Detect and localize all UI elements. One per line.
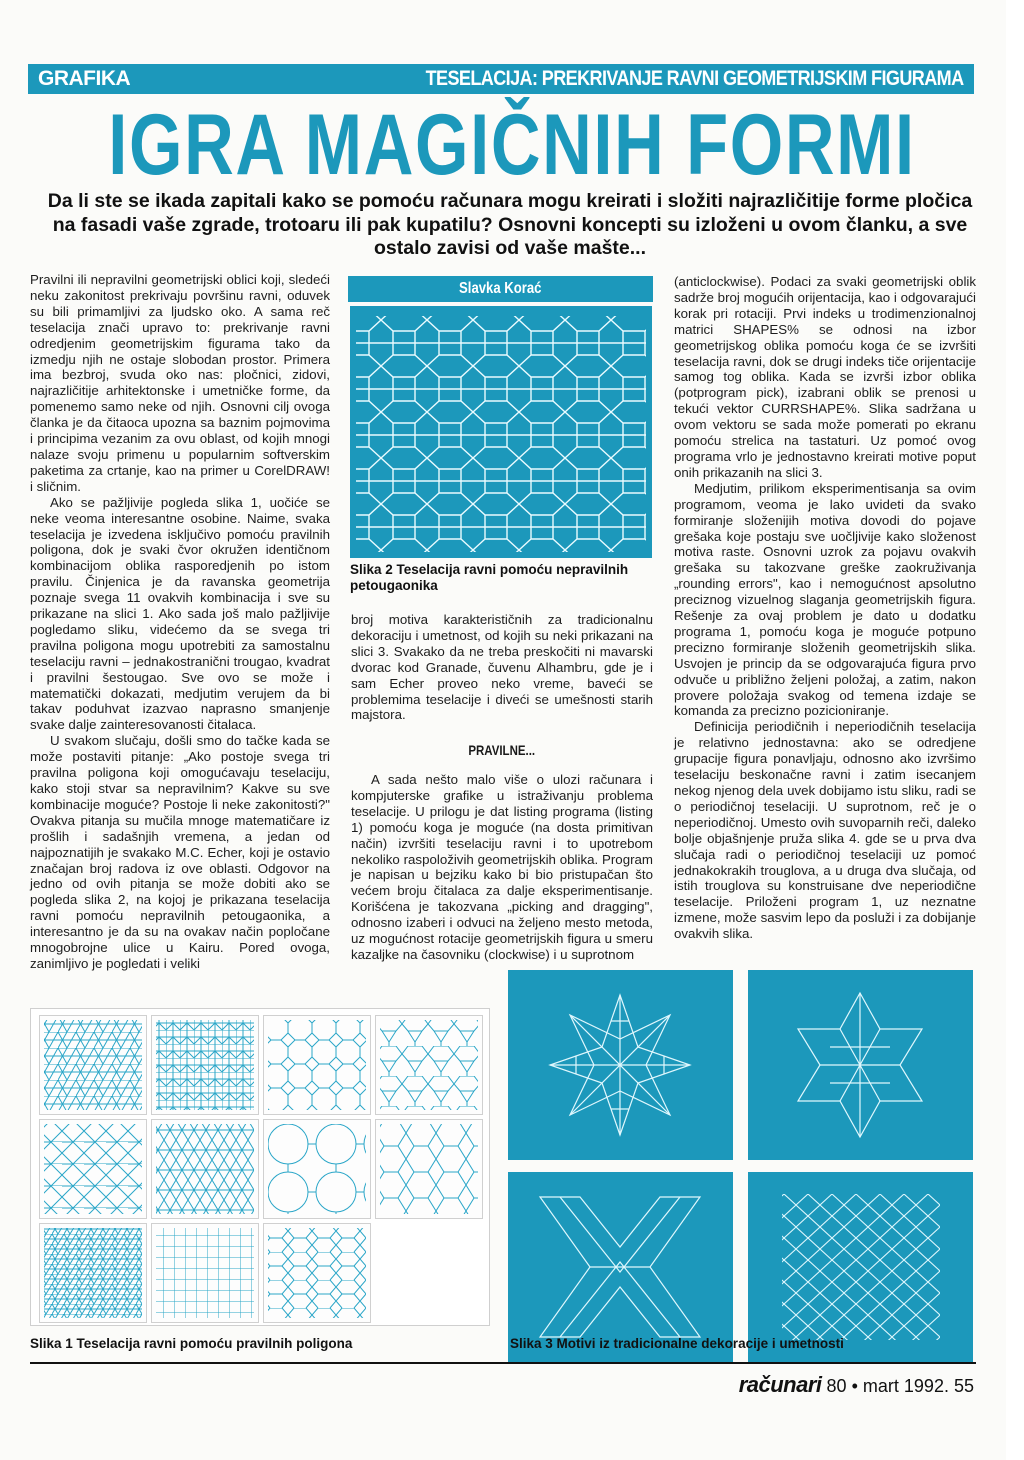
motif-star-8: [508, 970, 733, 1160]
motif-art: [508, 1172, 733, 1362]
tile-art: [264, 1016, 370, 1114]
pentagon-pattern: [350, 306, 652, 558]
tile-square-grid: [151, 1223, 259, 1323]
tile-art: [152, 1224, 258, 1322]
paragraph: Ako se pažljivije pogleda slika 1, uočiće se neke veoma interesantne osobine. Naime, svaka teselacija je izvedena isključivo pomoću pravilnih poligona, dok je svaki čvor okružen identičnom kombinacijom oblika rasporedjenih po istom pravilu. Činjenica je da ravanska geometrija poznaje svega 11 ovakvih kombinacija i sve su prikazane na slici 1. Ako sada još malo pažljivije pogledamo sliku, videćemo da se svega tri pravilna poligona mogu upotrebiti za samostalnu teselaciju ravni – jednakostranični trougao, kvadrat i pravilni šestougao. Sve ovo se može i matematički dokazati, medjutim verujem da bi takav poduhvat izazvao naprasno smanjenje svake dalje zainteresovanosti čitalaca.: [30, 494, 330, 733]
tile-triangle-lattice: [151, 1119, 259, 1219]
figure-1-regular-tessellations: [30, 1008, 490, 1326]
paragraph: A sada nešto malo više o ulozi računara i kompjuterske grafike u istraživanju problema teselacije. U prilogu je dat listing programa (listing 1) pomoću koga je moguće (na dosta primitivan način) izvršiti teselaciju ravni i to upotrebom nekoliko raspoloživih geometrijskih oblika. Program je napisan u bejziku kako bi bio pristupačan što većem broju čitalaca za dalje eksperimentisanje. Korišćena je takozvana „picking and dragging", odnosno izaberi i odvuci na željeno mesto metoda, uz mogućnost rotacije geometrijskih figura u smeru kazaljke na časovniku (clockwise) i u suprotnom: [351, 772, 653, 962]
page-edge: [1006, 0, 1024, 1460]
tile-triangles: [39, 1015, 147, 1115]
tile-art: [264, 1120, 370, 1218]
tile-art: [376, 1016, 482, 1114]
headline: IGRA MAGIČNIH FORMI: [108, 97, 916, 193]
tile-art: [40, 1224, 146, 1322]
tile-squares-triangles: [151, 1015, 259, 1115]
column-3: [674, 274, 976, 942]
header-subtitle: TESELACIJA: PREKRIVANJE RAVNI GEOMETRIJSKIM FIGURAMA: [426, 67, 964, 90]
footer-rule: [30, 1362, 976, 1364]
tile-art: [264, 1224, 370, 1322]
motif-art: [748, 970, 973, 1160]
paragraph: Definicija periodičnih i neperiodičnih teselacija je relativno jednostavna: ako se odredjene grupacije figura ponavljaju, odnosno ako izvršimo teselaciju beskonačne ravni i zatim isecanjem nekog njenog dela uvek dobijamo istu sliku, radi se o periodičnoj teselaciji. U suprotnom, reč je o neperiodičnoj. Umesto ovih suvoparnih reči, daleko bolje objašnjenje pruža slika 4. gde se u prva dva slučaja radi o periodičnoj teselaciji uz pomoć jednakokrakih trouglova, a u druga dva slučaja, od istih trouglova su konstruisane dve neperiodične teselacije. Priloženi program 1, uz neznatne izmene, može sasvim lepo da posluži i za dobijanje ovakvih slika.: [674, 719, 976, 942]
tile-snub-square: [39, 1119, 147, 1219]
paragraph: U svakom slučaju, došli smo do tačke kada se može postaviti pitanje: „Ako postoje svega tri pravilna poligona koji omogućavaju teselaciju, kako stoji stvar sa nepravilnim? Kakve su sve kombinacije moguće? Postoje li neke zakonitosti?" Ovakva pitanja su mučila mnoge matematičare iz prošlih i sadašnjih vremena, a jedan od najpoznatijih je svakako M.C. Echer, koji je ostavio značajan broj radova iz ove oblasti. Odgovor na jedno od ovih pitanja se može dobiti ako se pogleda slika 2, na kojoj je prikazana teselacija ravni pomoću nepravilnih petougaonika, a interesantno je da su na ovakav način popločane mnogobrojne ulice u Kairu. Pored ovoga, zanimljivo je pogledati i veliki: [30, 733, 330, 971]
motif-knot: [508, 1172, 733, 1362]
subhead-text: PRAVILNE...: [468, 742, 536, 758]
motif-lattice: [748, 1172, 973, 1362]
paragraph: Pravilni ili nepravilni geometrijski oblici koji, sledeći neku zakonitost prekrivaju površinu ravni, oduvek su bili primamljivi za ljudsko oko. A sama reč teselacija znači upravo to: prekrivanje ravni odredjenim geometrijskim figurama tako da izmedju njih ne ostaje slobodan prostor. Primera ima bezbroj, svuda oko nas: pločnici, zidovi, najrazličitije arhitektonske i umetničke forme, da pomenemo samo neke od njih. Osnovni cilj ovoga članka je da čitaoca upozna sa baznim pojmovima i principima vezanim za ovu oblast, od kojih mnogi nalaze svoju primenu u popularnim softverskim paketima za crtanje, kao na primer u CorelDRAW! i sličnim.: [30, 272, 330, 494]
tile-hexagon-triangles: [375, 1015, 483, 1115]
issue-number: 80: [826, 1376, 847, 1396]
page-number: 55: [953, 1376, 974, 1396]
deck: Da li ste se ikada zapitali kako se pomoću računara mogu kreirati i složiti najrazličitije forme pločica na fasadi vaše zgrade, trotoaru ili pak kupatilu? Osnovni koncepti su izloženi u ovom članku, a sve ostalo zavisi od vaše mašte...: [47, 190, 973, 259]
tile-art: [152, 1016, 258, 1114]
paragraph: (anticlockwise). Podaci za svaki geometrijski oblik sadrže broj mogućih orijentacija, kao i odgovarajući korak pri rotaciji. Prvi indeks u trodimenzionalnoj matrici SHAPES% se odnosi na izbor geometrijskog oblika pomoću koga će se izvršiti teselacija ravni, dok se drugi indeks tiče orijentacije samog tog oblika. Kada se izvrši izbor oblika (potprogram pick), izabrani oblik se prenosi u tekući vektor CURRSHAPE%. Slika sadržana u ovom vektoru se sada može pomerati po ekranu pomoću strelica na tastaturi. Uz pomoć ovog programa vrlo je jednostavno kreirati motive poput onih prikazanih na slici 3.: [674, 274, 976, 480]
paragraph: broj motiva karakterističnih za tradicionalnu dekoraciju i umetnost, od kojih su neki prikazani na slici 3. Svakako da ne treba preskočiti ni mavarski dvorac kod Granade, čuvenu Alhambru, gde je i sam Echer proveo neko vreme, baveći se problemima teselacije i diveći se umešnosti starih majstora.: [351, 612, 653, 723]
figure-1-caption: Slika 1 Teselacija ravni pomoću pravilnih poligona: [30, 1336, 353, 1351]
figure-3-caption: Slika 3 Motivi iz tradicionalne dekoracije i umetnosti: [510, 1336, 844, 1351]
tile-hex-rhomb: [375, 1119, 483, 1219]
author-name: Slavka Korać: [459, 280, 542, 297]
column-1: [30, 272, 330, 972]
tile-dense-triangles: [39, 1223, 147, 1323]
figure-2-pentagon-tessellation: [350, 306, 652, 558]
subhead: [351, 742, 653, 758]
motif-art: [748, 1172, 973, 1362]
motif-art: [508, 970, 733, 1160]
tile-art: [40, 1016, 146, 1114]
figure-3-motifs: [508, 970, 976, 1330]
author-box: [348, 276, 653, 302]
column-2-top: [351, 612, 653, 723]
header-band: [28, 64, 974, 94]
footer-bullet: •: [851, 1376, 858, 1396]
magazine-logo: računari: [738, 1372, 822, 1397]
tile-dodecagon: [263, 1119, 371, 1219]
section-label: GRAFIKA: [38, 67, 131, 90]
motif-star-6: [748, 970, 973, 1160]
tile-art: [40, 1120, 146, 1218]
issue-date: mart 1992.: [862, 1376, 949, 1396]
figure-2-caption: Slika 2 Teselacija ravni pomoću nepravilnih petougaonika: [350, 562, 629, 593]
tile-art: [152, 1120, 258, 1218]
tile-octagon-squares: [263, 1015, 371, 1115]
paragraph: Medjutim, prilikom eksperimentisanja sa ovim programom, veoma je lako uvideti da svako formiranje složenijih motiva dovodi do pojave grešaka koje postaju sve uočljivije kako složenost motiva raste. Osnovni uzrok za pojavu ovakvih grešaka su takozvane greške zaokruživanja „rounding errors", kao i nemogućnost apsolutno preciznog vizuelnog slaganja geometrijskih figura. Rešenje za ovaj problem je dato u dodatku programa 1, pomoću koga je moguće potpuno precizno formiranje složenih geometrijskih slika. Usvojen je princip da se odgovarajuća figura prvo odvuče u približno željeni položaj, a zatim, nakon provere položaja svakog od temena izdaje se komanda za precizno pozicioniranje.: [674, 480, 976, 719]
column-2-bottom: [351, 772, 653, 963]
tile-art: [376, 1120, 482, 1218]
footer: [600, 1372, 974, 1398]
tile-hexagons: [263, 1223, 371, 1323]
